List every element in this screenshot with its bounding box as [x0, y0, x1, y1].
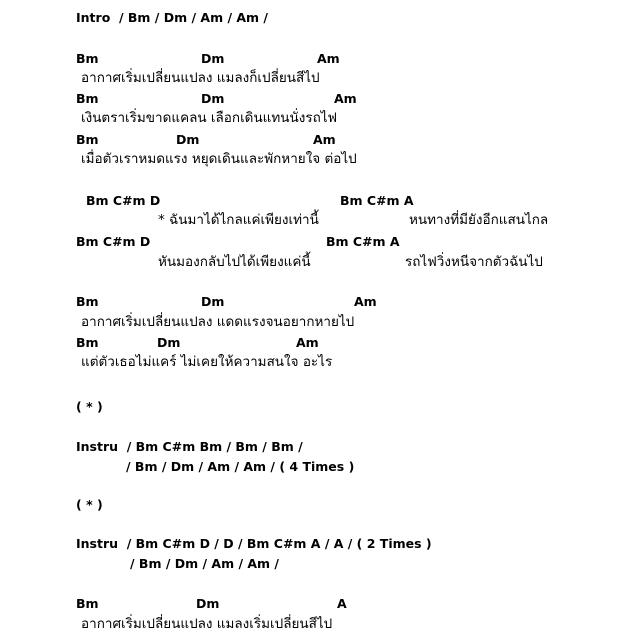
chorus-chord-2-left: Bm C#m D: [76, 234, 151, 249]
verse2-chord-1-am: Am: [354, 294, 377, 309]
verse3-chord-1-a: A: [337, 596, 347, 611]
verse3-chord-1-bm: Bm: [76, 596, 99, 611]
verse2-chord-2-bm: Bm: [76, 335, 99, 350]
verse1-chord-3-bm: Bm: [76, 132, 99, 147]
chorus-lyric-2-right: รถไฟวิ่งหนีจากตัวฉันไป: [405, 254, 543, 270]
instru2-line-1: Instru / Bm C#m D / D / Bm C#m A / A / ( 2 Times ): [76, 536, 432, 551]
verse1-lyric-1: อากาศเริ่มเปลี่ยนแปลง แมลงก็เปลี่ยนสีไป: [81, 70, 320, 86]
intro-line: Intro / Bm / Dm / Am / Am /: [76, 10, 268, 25]
chorus-chord-1-left: Bm C#m D: [86, 193, 161, 208]
verse1-chord-1-am: Am: [317, 51, 340, 66]
verse1-chord-1-bm: Bm: [76, 51, 99, 66]
repeat-chorus-marker-1: ( * ): [76, 399, 103, 414]
chorus-chord-1-right: Bm C#m A: [340, 193, 414, 208]
chorus-lyric-2-left: หันมองกลับไปได้เพียงแค่นี้: [158, 254, 311, 270]
verse2-chord-2-dm: Dm: [157, 335, 181, 350]
verse2-chord-1-bm: Bm: [76, 294, 99, 309]
verse2-chord-2-am: Am: [296, 335, 319, 350]
verse1-chord-2-bm: Bm: [76, 91, 99, 106]
verse3-lyric-1: อากาศเริ่มเปลี่ยนแปลง แมลงเริ่มเปลี่ยนสีไป: [81, 616, 333, 632]
verse1-chord-2-dm: Dm: [201, 91, 225, 106]
verse1-chord-2-am: Am: [334, 91, 357, 106]
instru1-line-1: Instru / Bm C#m Bm / Bm / Bm /: [76, 439, 303, 454]
chorus-lyric-1-right: หนทางที่มียังอีกแสนไกล: [409, 212, 549, 228]
repeat-chorus-marker-2: ( * ): [76, 497, 103, 512]
verse1-chord-3-am: Am: [313, 132, 336, 147]
verse2-chord-1-dm: Dm: [201, 294, 225, 309]
verse3-chord-1-dm: Dm: [196, 596, 220, 611]
verse1-chord-3-dm: Dm: [176, 132, 200, 147]
chorus-chord-2-right: Bm C#m A: [326, 234, 400, 249]
instru2-line-2: / Bm / Dm / Am / Am /: [130, 556, 279, 571]
chorus-lyric-1-left: * ฉันมาได้ไกลแค่เพียงเท่านี้: [158, 212, 319, 228]
verse2-lyric-1: อากาศเริ่มเปลี่ยนแปลง แดดแรงจนอยากหายไป: [81, 314, 355, 330]
verse1-lyric-2: เงินตราเริ่มขาดแคลน เลือกเดินแทนนั่งรถไฟ: [81, 110, 338, 126]
instru1-line-2: / Bm / Dm / Am / Am / ( 4 Times ): [126, 459, 355, 474]
verse2-lyric-2: แต่ตัวเธอไม่แคร์ ไม่เคยให้ความสนใจ อะไร: [81, 354, 333, 370]
verse1-lyric-3: เมื่อตัวเราหมดแรง หยุดเดินและพักหายใจ ต่อไป: [81, 151, 357, 167]
verse1-chord-1-dm: Dm: [201, 51, 225, 66]
